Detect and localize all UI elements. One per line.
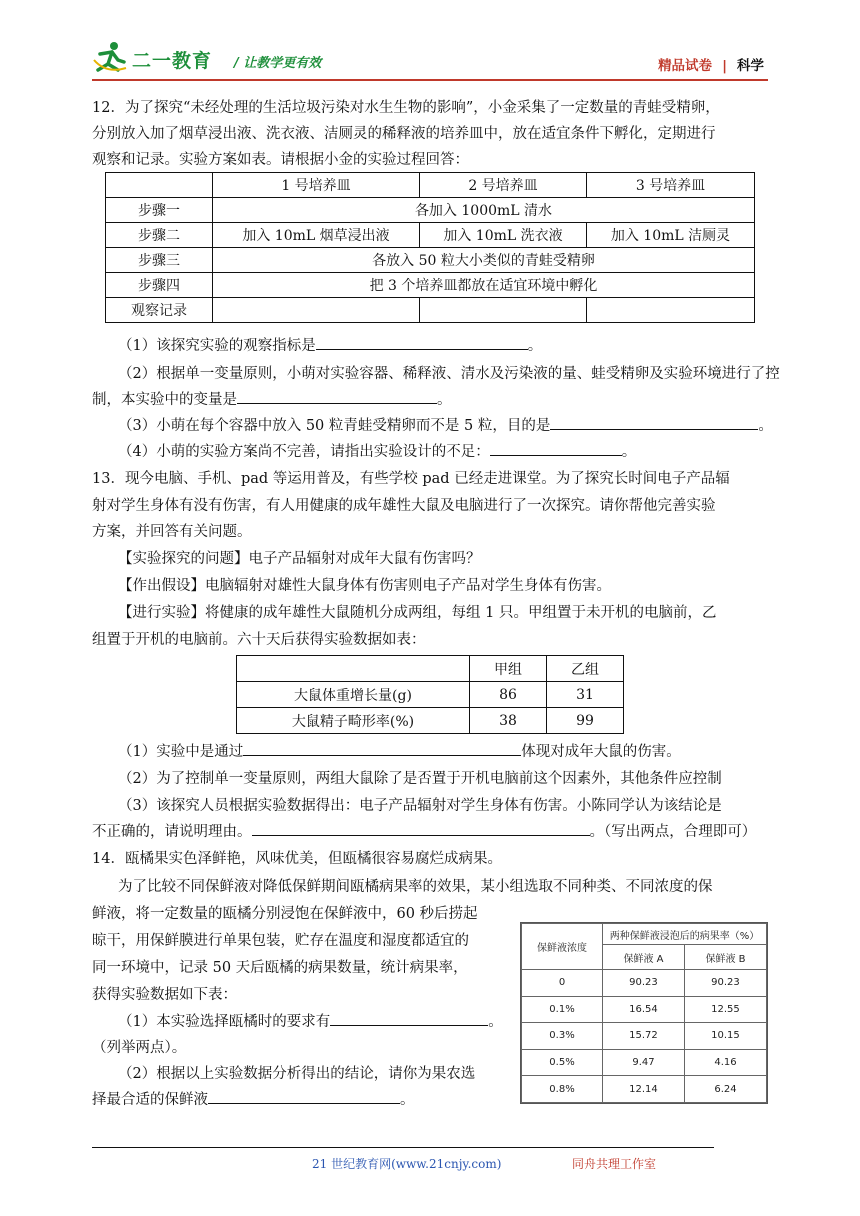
question-text: （3）小萌在每个容器中放入 50 粒青蛙受精卵而不是 5 粒，目的是 [118,418,551,434]
table-cell: 99 [547,708,624,734]
answer-blank[interactable] [490,441,622,456]
q13-hypothesis: 【作出假设】电脑辐射对雄性大鼠身体有伤害则电子产品对学生身体有伤害。 [118,578,611,594]
table-row [522,924,767,945]
table-cell: 乙组 [547,656,624,682]
table-cell: 步骤三 [106,248,213,273]
logo-text: 二一教育 [132,50,213,72]
table-cell: 0.5% [522,1049,603,1076]
table-cell: 各放入 50 粒大小类似的青蛙受精卵 [213,248,755,273]
punct: 。 [758,418,773,434]
runner-logo-icon [92,40,128,74]
answer-cell[interactable] [420,298,587,323]
table-cell: 步骤四 [106,273,213,298]
q14-line-4: 晾干，用保鲜膜进行单果包装，贮存在温度和湿度都适宜的 [92,933,469,949]
q13-experiment-2: 组置于开机的电脑前。六十天后获得实验数据如表： [92,632,426,648]
q13-sub-1 [118,740,681,761]
premium-label: 精品试卷 [658,58,713,74]
answer-blank[interactable] [550,415,758,430]
table-row [522,970,767,997]
q13-line-3: 方案，并回答有关问题。 [92,524,252,540]
table-row [106,248,755,273]
q14-line-6: 获得实验数据如下表： [92,987,237,1003]
q13-sub-3a: （3）该探究人员根据实验数据得出：电子产品辐射对学生身体有伤害。小陈同学认为该结论是 [118,798,722,814]
question-text: 体现对成年大鼠的伤害。 [521,744,681,760]
q12-sub-2a: （2）根据单一变量原则，小萌对实验容器、稀释液、清水及污染液的量、蛙受精卵及实验环境进行了控 [118,366,780,382]
q13-question: 【实验探究的问题】电子产品辐射对成年大鼠有伤害吗？ [118,551,481,567]
table-cell: 12.55 [684,996,766,1023]
table-row [522,996,767,1023]
punct: 。 [488,1014,503,1030]
table-cell: 加入 10mL 烟草浸出液 [213,223,420,248]
table-cell: 90.23 [684,970,766,997]
table-cell [106,173,213,198]
table-cell: 16.54 [603,996,685,1023]
table-cell: 4.16 [684,1049,766,1076]
q14-sub-1c: （列举两点）。 [92,1040,187,1056]
table-row [106,173,755,198]
answer-cell[interactable] [213,298,420,323]
table-row [106,223,755,248]
footer-site-link[interactable]: 21 世纪教育网(www.21cnjy.com) [312,1157,502,1171]
table-cell: 0.3% [522,1023,603,1050]
q12-sub-4 [118,440,636,461]
answer-cell[interactable] [587,298,755,323]
q14-line-5: 同一环境中，记录 50 天后瓯橘的病果数量，统计病果率， [92,960,468,976]
q14-sub-2b [92,1088,415,1109]
table-cell: 10.15 [684,1023,766,1050]
table-row [106,198,755,223]
q12-table [105,172,755,323]
table-cell: 各加入 1000mL 清水 [213,198,755,223]
table-title: 两种保鲜液浸泡后的病果率（%） [603,924,767,945]
q13-sub-2: （2）为了控制单一变量原则，两组大鼠除了是否置于开机电脑前这个因素外，其他条件应控制 [118,771,722,787]
footer-studio: 同舟共理工作室 [572,1157,657,1171]
table-cell: 0.8% [522,1076,603,1103]
answer-blank[interactable] [208,1089,400,1104]
q13-line-2: 射对学生身体有没有伤害，有人用健康的成年雄性大鼠及电脑进行了一次探究。请你帮他完善实验 [92,498,716,514]
table-row [106,273,755,298]
table-cell: 15.72 [603,1023,685,1050]
table-row [237,708,624,734]
table-cell: 0.1% [522,996,603,1023]
table-cell: 加入 10mL 洁厕灵 [587,223,755,248]
table-cell: 31 [547,682,624,708]
answer-blank[interactable] [330,1011,488,1026]
table-cell: 把 3 个培养皿都放在适宜环境中孵化 [213,273,755,298]
q12-sub-2b [92,388,452,409]
q13-line-1: 13．现今电脑、手机、pad 等运用普及，有些学校 pad 已经走进课堂。为了探究长时间电子产品辐 [92,471,730,487]
footer-rule [92,1147,714,1148]
table-cell [237,656,470,682]
q14-line-2: 为了比较不同保鲜液对降低保鲜期间瓯橘病果率的效果，某小组选取不同种类、不同浓度的保 [118,879,713,895]
q14-sub-1 [118,1010,503,1031]
table-row [522,1049,767,1076]
answer-blank[interactable] [252,821,590,836]
q12-sub-1 [118,334,542,355]
table-cell: 1 号培养皿 [213,173,420,198]
q13-sub-3b [92,820,756,841]
q14-data-table-image [520,922,768,1104]
q12-sub-3 [118,414,773,435]
question-text: （1）实验中是通过 [118,744,244,760]
punct: 。 [400,1092,415,1108]
answer-blank[interactable] [237,389,437,404]
q12-line-1: 12．为了探究“未经处理的生活垃圾污染对水生生物的影响”，小金采集了一定数量的青蛙受精卵， [92,100,720,116]
question-text: 。（写出两点，合理即可） [589,824,757,840]
q14-line-1: 14．瓯橘果实色泽鲜艳，风味优美，但瓯橘很容易腐烂成病果。 [92,851,502,867]
table-cell: 观察记录 [106,298,213,323]
q14-line-3: 鲜液，将一定数量的瓯橘分别浸饱在保鲜液中，60 秒后捞起 [92,906,478,922]
punct: 。 [437,392,452,408]
header-right [658,54,764,74]
table-cell: 38 [470,708,547,734]
question-text: （1）本实验选择瓯橘时的要求有 [118,1014,331,1030]
punct: 。 [621,444,637,460]
table-cell: 甲组 [470,656,547,682]
question-text: 制，本实验中的变量是 [92,392,237,408]
table-cell: 加入 10mL 洗衣液 [420,223,587,248]
table-cell: 大鼠体重增长量(g) [237,682,470,708]
q14-sub-2a: （2）根据以上实验数据分析得出的结论，请你为果农选 [118,1066,476,1082]
answer-blank[interactable] [243,741,521,756]
question-text: （4）小萌的实验方案尚不完善，请指出实验设计的不足： [118,444,490,460]
table-row [522,1076,767,1103]
table-cell: 9.47 [603,1049,685,1076]
q13-table [236,655,624,734]
table-cell: 3 号培养皿 [587,173,755,198]
table-cell: 86 [470,682,547,708]
table-row [237,656,624,682]
q13-experiment-1: 【进行实验】将健康的成年雄性大鼠随机分成两组，每组 1 只。甲组置于未开机的电脑前，乙 [118,605,717,621]
slogan: / 让教学更有效 [234,56,322,71]
table-cell: 步骤二 [106,223,213,248]
q14-table [521,923,767,1103]
table-cell: 保鲜液 A [603,945,685,970]
q12-line-3: 观察和记录。实验方案如表。请根据小金的实验过程回答： [92,152,469,168]
question-text: （1）该探究实验的观察指标是 [118,338,316,354]
table-row [106,298,755,323]
q12-line-2: 分别放入加了烟草浸出液、洗衣液、洁厕灵的稀释液的培养皿中，放在适宜条件下孵化，定期进行 [92,126,716,142]
table-cell: 12.14 [603,1076,685,1103]
table-cell: 保鲜液 B [684,945,766,970]
subject-label: 科学 [737,58,764,74]
site-logo [92,40,332,76]
table-cell: 保鲜液浓度 [522,924,603,970]
table-row [522,1023,767,1050]
answer-blank[interactable] [316,335,528,350]
question-text: 不正确的，请说明理由。 [92,824,252,840]
table-row [237,682,624,708]
header-rule [92,79,768,81]
question-text: 择最合适的保鲜液 [92,1092,208,1108]
table-cell: 大鼠精子畸形率(%) [237,708,470,734]
punct: 。 [527,338,543,354]
table-cell: 0 [522,970,603,997]
table-cell: 步骤一 [106,198,213,223]
table-cell: 90.23 [603,970,685,997]
table-cell: 2 号培养皿 [420,173,587,198]
table-cell: 6.24 [684,1076,766,1103]
header-separator: | [722,58,727,74]
